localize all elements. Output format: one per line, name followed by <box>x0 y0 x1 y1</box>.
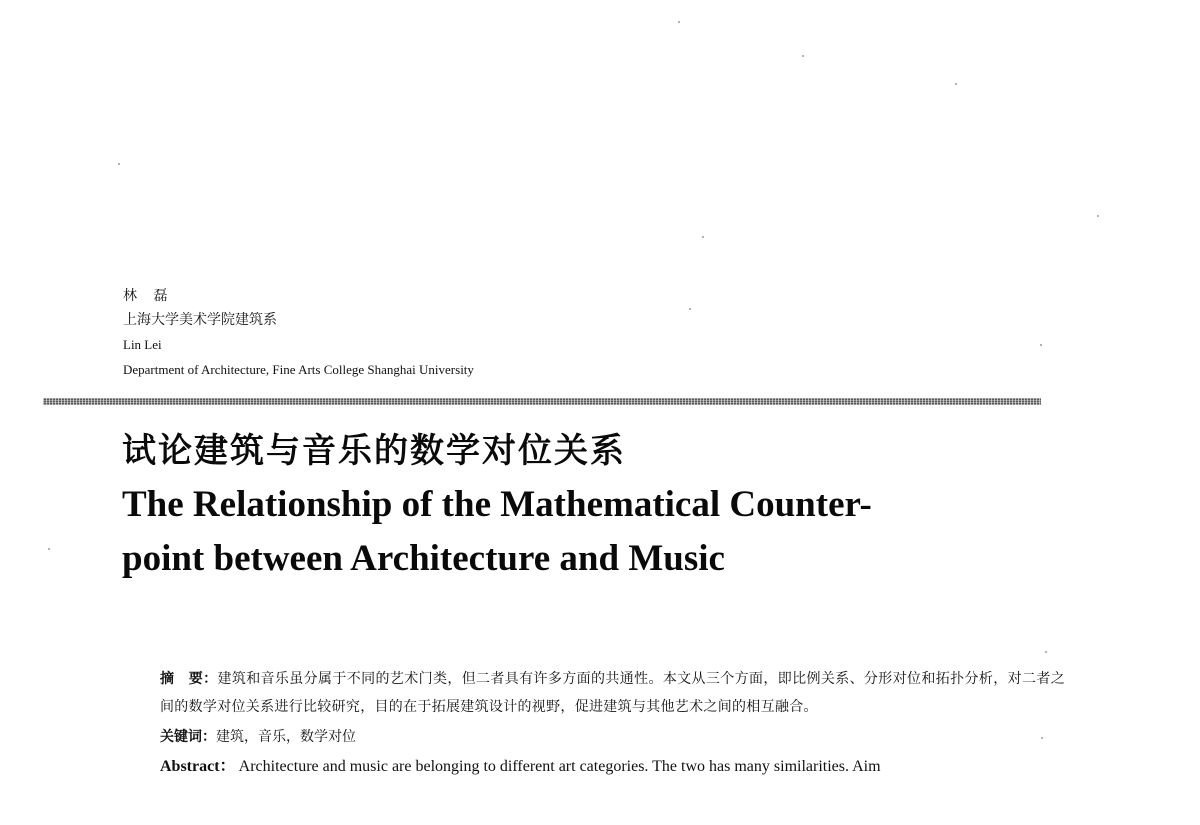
abstract-cn-label: 摘 要： <box>160 671 218 687</box>
author-block <box>123 286 823 380</box>
scan-speck <box>1097 215 1099 217</box>
scan-speck <box>802 55 804 57</box>
author-name-cn: 林 磊 <box>123 288 174 304</box>
scan-speck <box>48 548 50 550</box>
title-en-line1: The Relationship of the Mathematical Counter- <box>122 484 872 525</box>
author-name-en: Lin Lei <box>123 337 162 352</box>
abstract-en-label: Abstract： <box>160 758 236 775</box>
header-divider-rule <box>43 398 1041 405</box>
abstract-en <box>160 753 1065 781</box>
title-en <box>122 478 1022 586</box>
abstract-block <box>160 665 1065 781</box>
keywords-cn-label: 关键词： <box>160 729 216 745</box>
scan-speck <box>1040 344 1042 346</box>
abstract-en-text: Architecture and music are belonging to different art categories. The two has many similarities. Aim <box>238 758 881 775</box>
keywords-cn <box>160 723 1065 751</box>
keywords-cn-text: 建筑，音乐，数学对位 <box>216 729 356 745</box>
scan-speck <box>678 21 680 23</box>
scan-speck <box>702 236 704 238</box>
scan-speck <box>1045 651 1047 653</box>
title-cn: 试论建筑与音乐的数学对位关系 <box>122 431 626 471</box>
author-affiliation-en: Department of Architecture, Fine Arts College Shanghai University <box>123 362 474 377</box>
scan-speck <box>955 83 957 85</box>
title-en-line2: point between Architecture and Music <box>122 538 725 579</box>
author-affiliation-cn: 上海大学美术学院建筑系 <box>123 312 277 328</box>
abstract-cn-text: 建筑和音乐虽分属于不同的艺术门类，但二者具有许多方面的共通性。本文从三个方面，即比例关系、分形对位和拓扑分析，对二者之间的数学对位关系进行比较研究，目的在于拓展建筑设计的视野，促进建筑与其他艺术之间的相互融合。 <box>160 671 1065 715</box>
abstract-cn <box>160 665 1065 721</box>
scan-speck <box>118 163 120 165</box>
